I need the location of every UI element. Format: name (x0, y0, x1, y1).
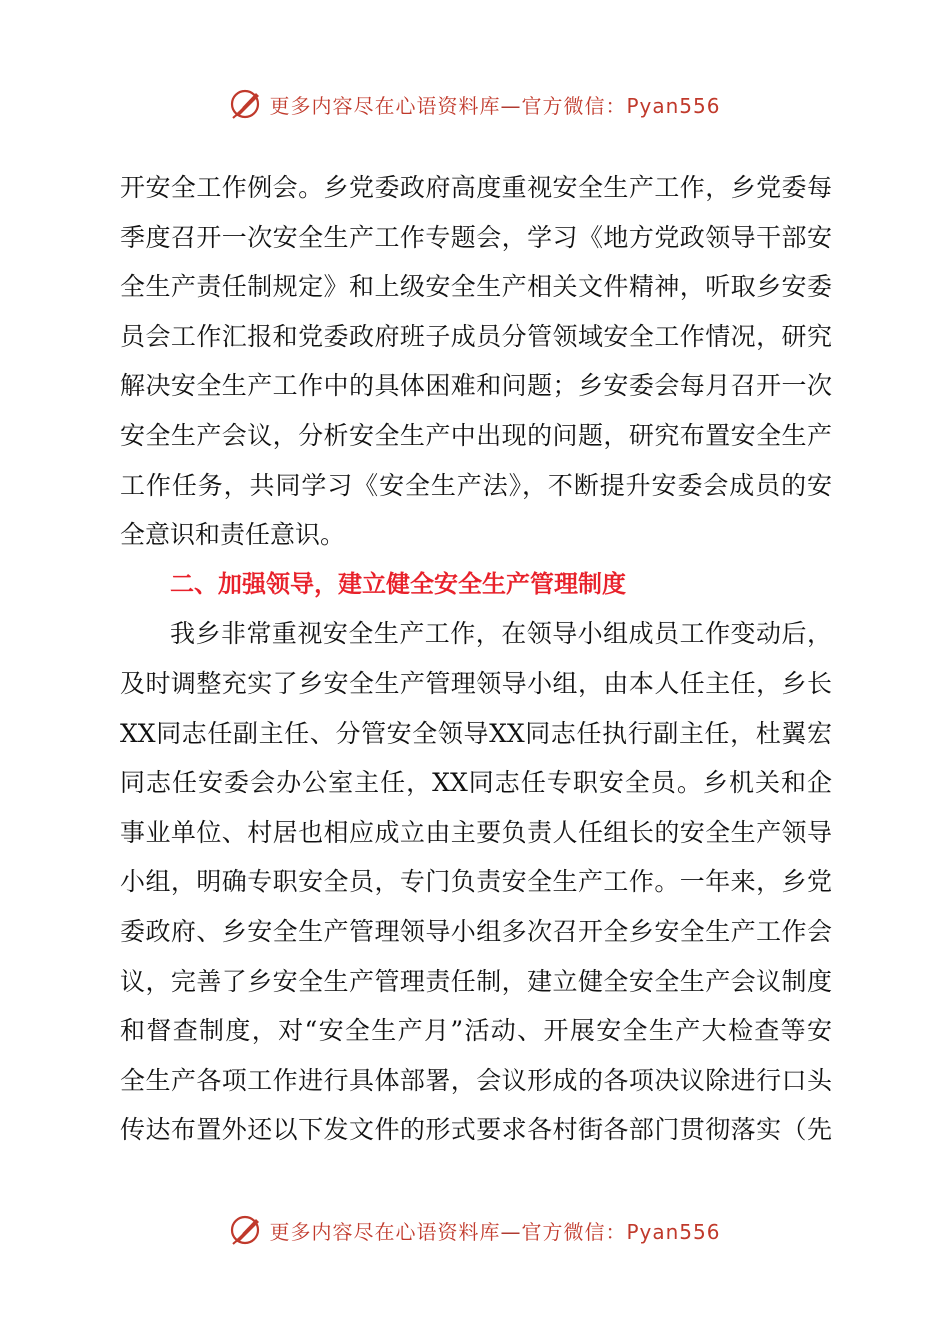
paragraph-1-line: 季度召开一次安全生产工作专题会，学习《地方党政领导干部安 (120, 222, 832, 252)
paragraph-1-line: 全生产责任制规定》和上级安全生产相关文件精神，听取乡安委 (120, 272, 832, 302)
paragraph-2-line: 传达布置外还以下发文件的形式要求各村街各部门贯彻落实（先 (120, 1115, 832, 1145)
banner-text (269, 90, 720, 119)
paragraph-2-line: 小组，明确专职安全员，专门负责安全生产工作。一年来，乡党 (120, 867, 832, 897)
paragraph-2-line: 议，完善了乡安全生产管理责任制，建立健全安全生产会议制度 (120, 966, 832, 996)
paragraph-1-line: 安全生产会议，分析安全生产中出现的问题，研究布置安全生产 (120, 420, 832, 450)
paragraph-2-line: 和督查制度，对“安全生产月”活动、开展安全生产大检查等安 (120, 1016, 832, 1046)
banner-text (269, 1216, 720, 1245)
paragraph-2-line: 全生产各项工作进行具体部署，会议形成的各项决议除进行口头 (120, 1065, 832, 1095)
banner-separator: — (500, 93, 522, 118)
header-banner (0, 84, 950, 124)
paragraph-2-line: XX同志任副主任、分管安全领导XX同志任执行副主任，杜翼宏 (120, 718, 832, 748)
paragraph-2-line: 及时调整充实了乡安全生产管理领导小组，由本人任主任，乡长 (120, 668, 832, 698)
paragraph-1-line: 开安全工作例会。乡党委政府高度重视安全生产工作，乡党委每 (120, 173, 832, 202)
paragraph-1-line: 工作任务，共同学习《安全生产法》，不断提升安委会成员的安 (120, 470, 832, 500)
banner-wechat: 官方微信：Pyan556 (521, 1219, 721, 1244)
paragraph-1-line: 解决安全生产工作中的具体困难和问题；乡安委会每月召开一次 (120, 371, 832, 401)
banner-site-name: 更多内容尽在心语资料库 (269, 1219, 501, 1244)
quill-pen-logo-icon (229, 87, 263, 121)
paragraph-2-line: 事业单位、村居也相应成立由主要负责人任组长的安全生产领导 (120, 817, 832, 847)
banner-wechat: 官方微信：Pyan556 (521, 93, 721, 118)
paragraph-1-line: 全意识和责任意识。 (120, 520, 346, 550)
banner-separator: — (500, 1219, 522, 1244)
section-heading: 二、加强领导，建立健全安全生产管理制度 (170, 569, 626, 598)
paragraph-1-line: 员会工作汇报和党委政府班子成员分管领域安全工作情况，研究 (120, 321, 832, 351)
paragraph-2-line: 同志任安委会办公室主任，XX同志任专职安全员。乡机关和企 (120, 768, 832, 798)
footer-banner (0, 1210, 950, 1250)
paragraph-2-line: 委政府、乡安全生产管理领导小组多次召开全乡安全生产工作会 (120, 916, 832, 946)
paragraph-2-line: 我乡非常重视安全生产工作，在领导小组成员工作变动后， (170, 619, 832, 649)
banner-site-name: 更多内容尽在心语资料库 (269, 93, 501, 118)
document-body (120, 163, 832, 1155)
quill-pen-logo-icon (229, 1213, 263, 1247)
